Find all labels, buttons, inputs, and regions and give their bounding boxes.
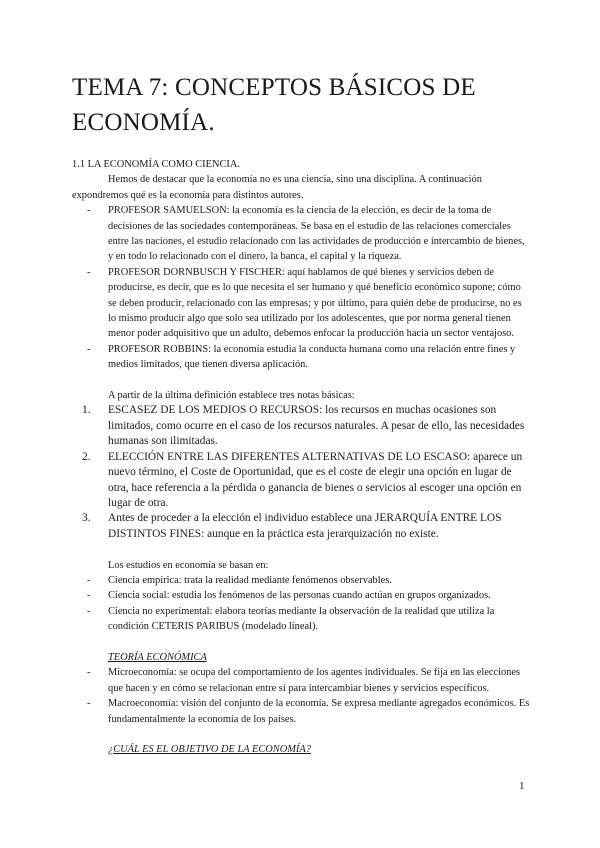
section-heading: 1.1 LA ECONOMÍA COMO CIENCIA. xyxy=(72,159,240,170)
list-item-text: ELECCIÓN ENTRE LAS DIFERENTES ALTERNATIVAS DE LO ESCASO: aparece un nuevo término, el Coste de Oportunidad, que es el coste de elegir una opción en lugar de otra, hace referencia a la pérdida o ganancia de bienes o servicios al escoger una opción en lugar de otra. xyxy=(108,450,523,509)
list-item xyxy=(72,511,530,542)
list-item-text: ESCASEZ DE LOS MEDIOS O RECURSOS: los recursos en muchas ocasiones son limitados, como ocurre en el caso de los recursos naturales. A pesar de ello, las necesidades humanas son ilimitadas. xyxy=(108,404,525,448)
list-number: 2. xyxy=(82,450,91,463)
list-item-text: Macroeconomía: visión del conjunto de la economía. Se expresa mediante agregados económicos. Es fundamentalmente la economía de los países. xyxy=(108,698,530,725)
list-item-text: PROFESOR ROBBINS: la economía estudia la conducta humana como una relación entre fines y medios limitados, que tienen diversa aplicación. xyxy=(108,343,516,371)
notes-list xyxy=(72,403,530,542)
list-item-text: Ciencia empírica: trata la realidad mediante fenómenos observables. xyxy=(108,574,392,586)
list-item-text: PROFESOR SAMUELSON: la economía es la ciencia de la elección, es decir de la toma de decisiones de las sociedades contemporáneas. Se basa en el estudio de las relaciones comerciales entre las naciones, el estudio relacionado con las actividades de producción e intercambio de bienes, y en todo lo relacionado con el dinero, la banca, el capital y la riqueza. xyxy=(108,205,525,263)
theory-heading: TEORÍA ECONÓMICA xyxy=(108,651,207,663)
list-bullet: - xyxy=(87,266,91,278)
page-title: TEMA 7: CONCEPTOS BÁSICOS DE ECONOMÍA. xyxy=(72,74,476,136)
objective-heading: ¿CUÁL ES EL OBJETIVO DE LA ECONOMÍA? xyxy=(108,744,311,756)
list-item-text: Ciencia no experimental: elabora teorías mediante la observación de la realidad que utiliza la condición CETERIS PARIBUS (modelado lineal). xyxy=(108,605,495,633)
theory-list xyxy=(72,665,530,727)
authors-list xyxy=(72,203,530,372)
list-item-text: PROFESOR DORNBUSCH Y FISCHER: aquí hablamos de qué bienes y servicios deben de producirse, es decir, que es lo que necesita el ser humano y qué beneficio económico supone; cómo se deben producir, relacionado con las empresas; y por último, para quién debe de producirse, no es lo mismo producir algo que solo sea utilizado por los adolescentes, que por norma general tienen menor poder adquisitivo que un adulto, debemos enfocar la producción hacia un sector ventajoso. xyxy=(108,266,522,340)
list-item-text: Microeconomía: se ocupa del comportamiento de los agentes individuales. Se fija en las elecciones que hacen y en cómo se relacionan entre sí para intercambiar bienes y servicios específicos. xyxy=(108,667,521,694)
list-bullet: - xyxy=(87,605,91,617)
list-item xyxy=(72,573,530,588)
list-number: 3. xyxy=(82,512,91,525)
intro-paragraph: Hemos de destacar que la economía no es una ciencia, sino una disciplina. A continuación expondremos qué es la economía para distintos autores. xyxy=(72,174,482,201)
list-item xyxy=(72,665,530,696)
list-bullet: - xyxy=(87,667,91,679)
list-bullet: - xyxy=(87,343,91,355)
document-body xyxy=(72,157,530,758)
page-number: 1 xyxy=(519,780,525,792)
list-item xyxy=(72,265,530,342)
studies-list xyxy=(72,573,530,635)
list-item-text: Antes de proceder a la elección el individuo establece una JERARQUÍA ENTRE LOS DISTINTOS FINES: aunque en la práctica esta jerarquización no existe. xyxy=(108,512,502,540)
list-number: 1. xyxy=(82,404,91,417)
list-item xyxy=(72,604,530,635)
list-item xyxy=(72,450,530,512)
list-item xyxy=(72,588,530,603)
studies-intro: Los estudios en economía se basan en: xyxy=(108,559,269,571)
list-item-text: Ciencia social: estudia los fenómenos de las personas cuando actúan en grupos organizados. xyxy=(108,590,491,602)
notes-intro: A partir de la última definición establece tres notas básicas: xyxy=(108,390,355,402)
list-bullet: - xyxy=(87,574,91,586)
list-item xyxy=(72,342,530,373)
list-bullet: - xyxy=(87,698,91,710)
list-bullet: - xyxy=(87,590,91,602)
list-item xyxy=(72,203,530,265)
list-item xyxy=(72,403,530,449)
list-item xyxy=(72,696,530,727)
list-bullet: - xyxy=(87,205,91,217)
